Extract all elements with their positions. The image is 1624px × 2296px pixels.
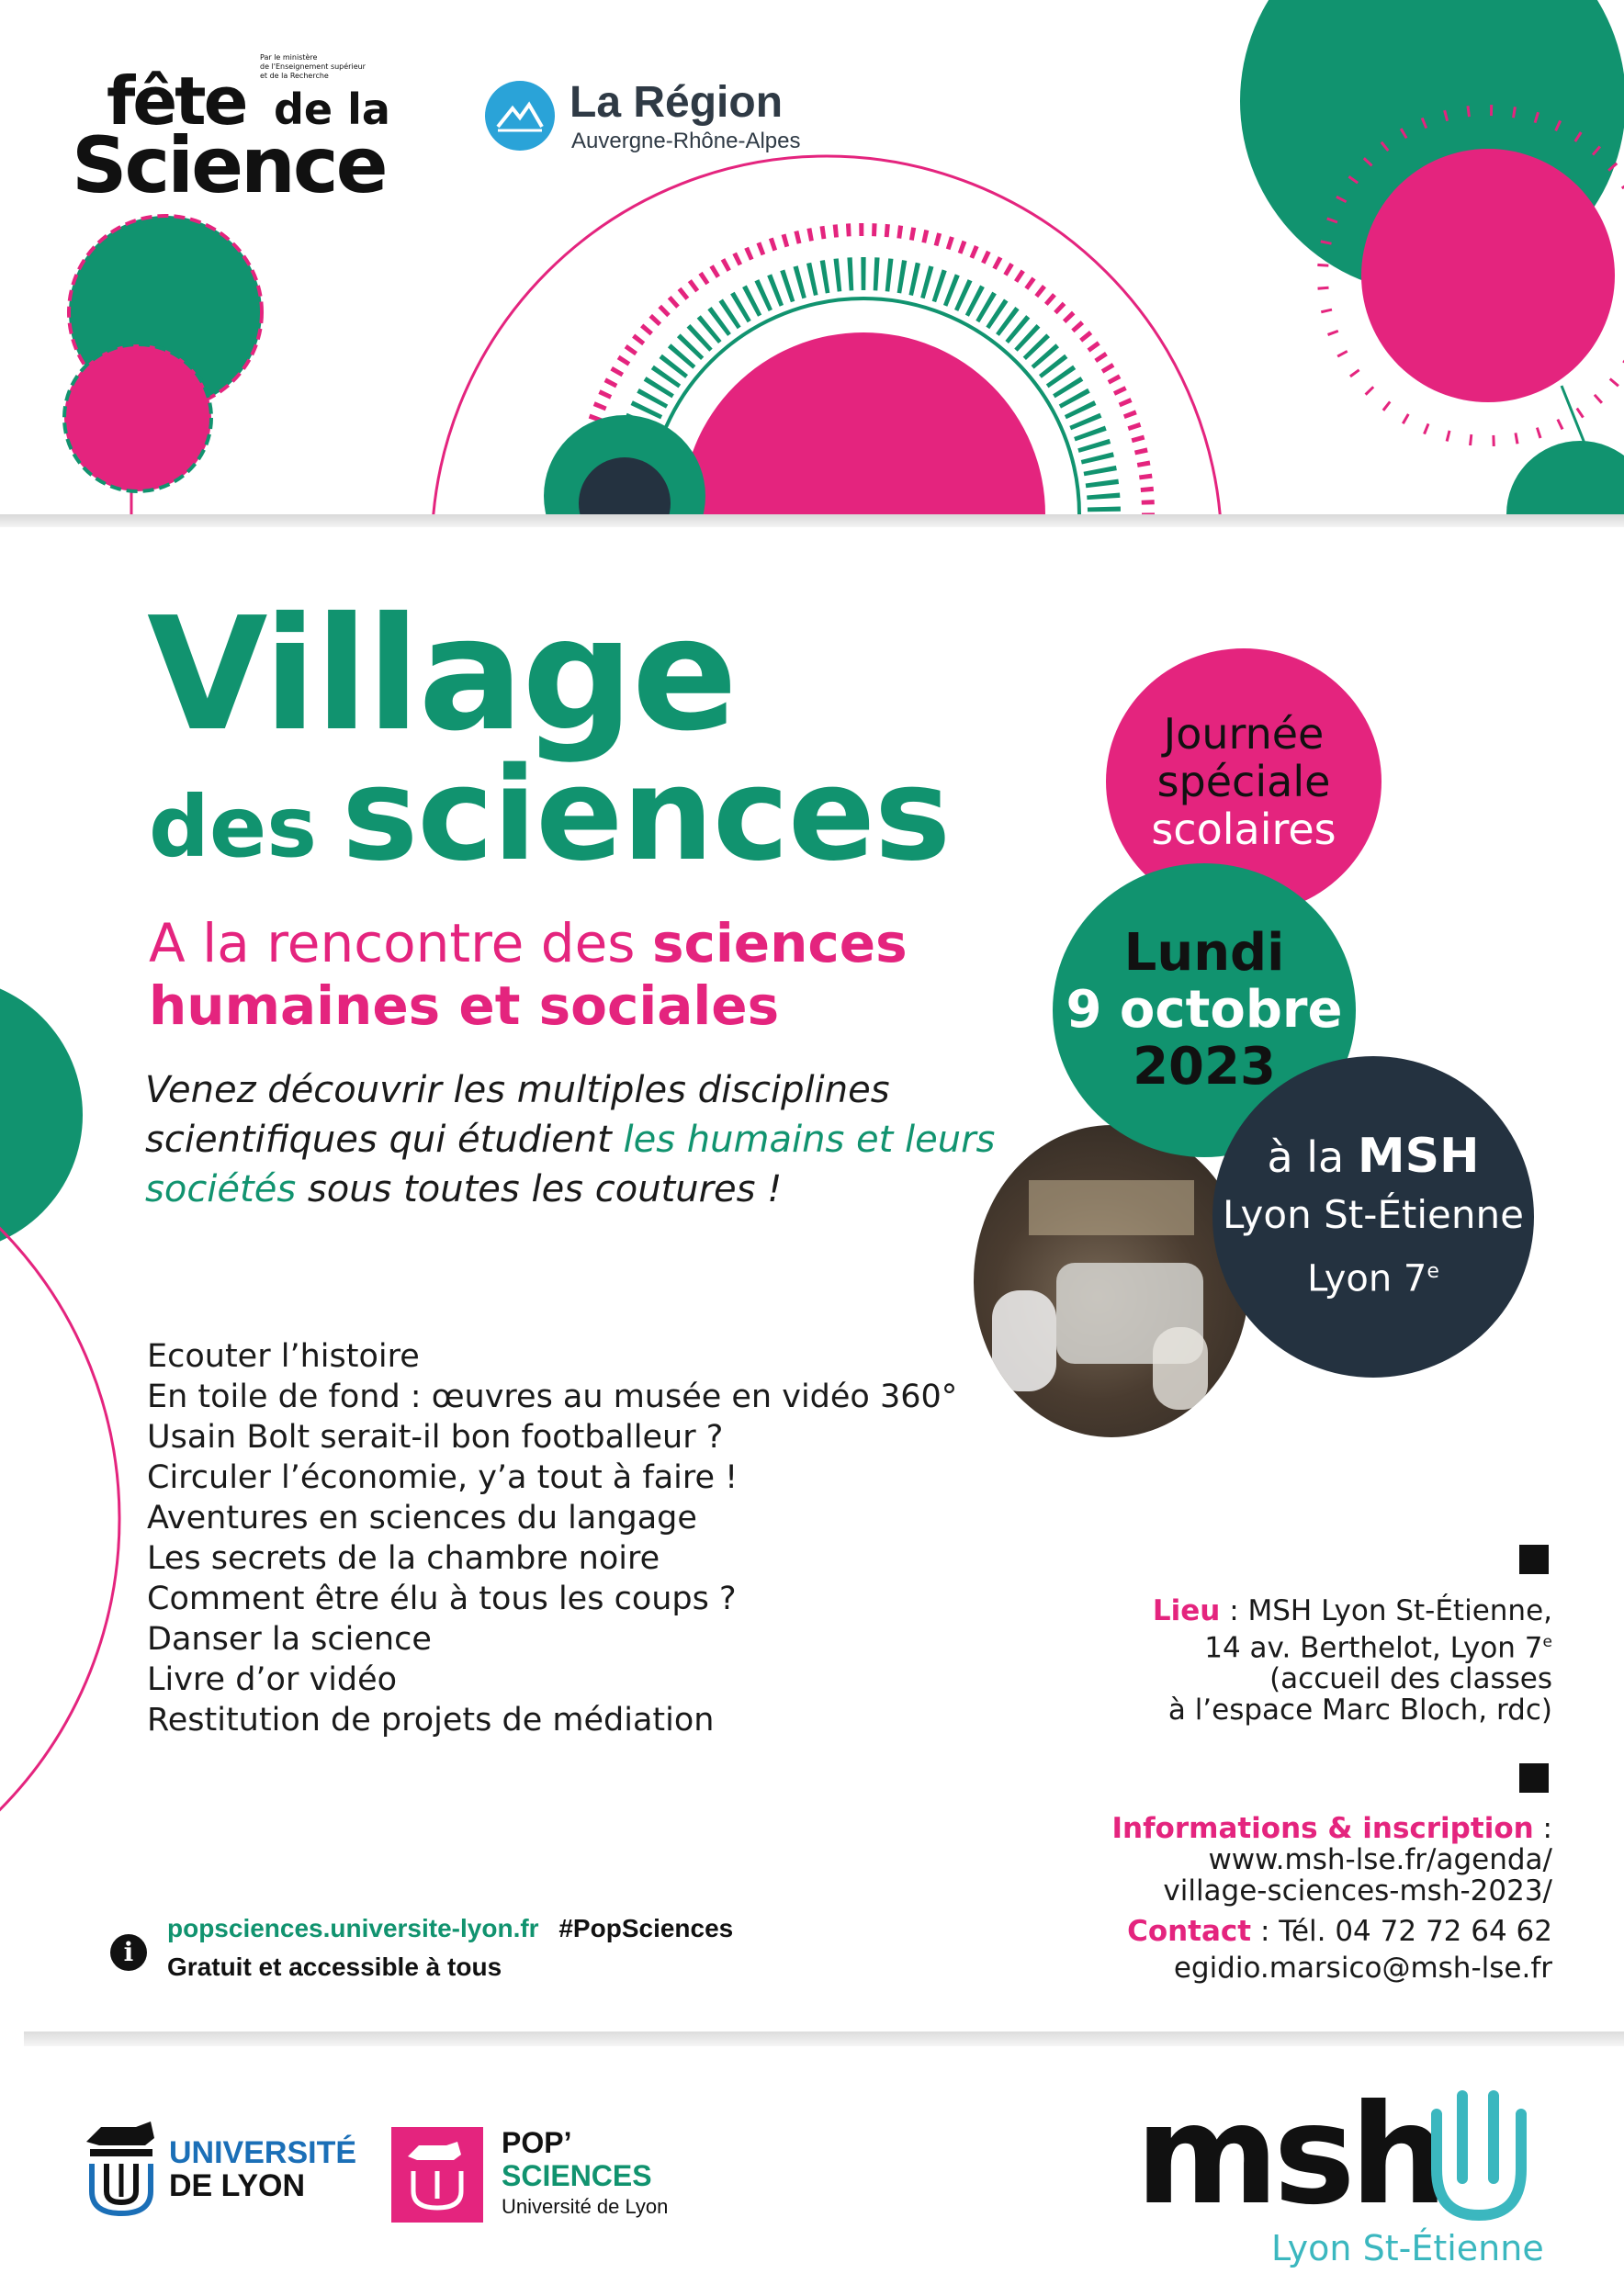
intro-line1: Venez découvrir les multiples disciplines [145,1069,890,1111]
place-msh: MSH [1357,1128,1480,1184]
lieu-line1 [1153,1595,1552,1626]
popsciences-badge [391,2127,483,2223]
list-item: Danser la science [147,1621,432,1658]
list-item: Comment être élu à tous les coups ? [147,1581,737,1617]
lieu-line3: (accueil des classes [1269,1662,1552,1696]
bubble-place [1212,1056,1534,1378]
msh-logo [1135,2077,1558,2270]
pop-line3: Université de Lyon [502,2195,669,2218]
subtitle-line1 [149,914,908,974]
info-icon: i [110,1934,147,1971]
place-line3 [1307,1244,1439,1307]
intro-line2 [145,1115,995,1165]
subtitle-line2: humaines et sociales [149,974,780,1037]
list-item: Les secrets de la chambre noire [147,1540,660,1577]
pink-big-circle [1361,149,1615,402]
fete-flowers [64,216,262,514]
msh-word: msh [1135,2076,1443,2235]
classroom-photo [974,1125,1249,1437]
inscription-url[interactable]: village-sciences-msh-2023/ [1163,1874,1552,1908]
subtitle-text: A la rencontre des [149,912,652,974]
de-la-word: de la [274,84,390,134]
fete-science-logo [72,48,421,210]
region-mountain-icon [485,81,555,151]
intro-green: sociétés [145,1168,297,1210]
popsciences-line [167,1914,733,1943]
science-word: Science [72,120,386,210]
footer-divider [24,2032,1624,2046]
date-month: 9 octobre [1066,980,1343,1040]
contact-line [1111,1916,1552,1947]
lieu-text: : MSH Lyon St-Étienne, [1220,1594,1552,1627]
list-item: Usain Bolt serait-il bon footballeur ? [147,1419,724,1456]
place-line1 [1267,1127,1479,1187]
inscription-colon: : [1533,1812,1552,1845]
lieu-text: 14 av. Berthelot, Lyon 7 [1204,1631,1543,1665]
inscription-url[interactable]: www.msh-lse.fr/agenda/ [1208,1843,1552,1876]
place-city: Lyon 7 [1307,1257,1427,1300]
title-sciences: sciences [342,740,951,890]
free-access-text: Gratuit et accessible à tous [167,1953,502,1981]
udl-line2: DE LYON [169,2168,306,2203]
list-item: Restitution de projets de médiation [147,1702,715,1739]
intro-line3 [145,1165,782,1214]
universite-lyon-logo [81,2118,357,2219]
green-corner-circle [1506,441,1624,514]
lion-icon [81,2118,160,2219]
pink-sun [682,332,1045,514]
inscription-line [1111,1813,1552,1844]
popsciences-url[interactable]: popsciences.universite-lyon.fr [167,1914,539,1942]
list-item: En toile de fond : œuvres au musée en vidéo 360° [147,1379,958,1415]
contact-email[interactable]: egidio.marsico@msh-lse.fr [1173,1952,1552,1985]
journee-line: spéciale [1156,757,1331,806]
lieu-line4: à l’espace Marc Bloch, rdc) [1167,1694,1552,1728]
header [0,0,1624,514]
activity-list [147,1336,957,1740]
green-left-circle [0,977,83,1253]
list-item: Ecouter l’histoire [147,1338,420,1375]
place-prefix: à la [1267,1131,1358,1182]
title-village: Village [147,584,737,766]
lion-icon [404,2140,470,2212]
lieu-block [1153,1595,1552,1726]
place-line2: Lyon St-Étienne [1223,1191,1524,1237]
ministry-line: de l'Enseignement supérieur [260,62,366,71]
lieu-label: Lieu [1152,1594,1221,1627]
inscription-label: Informations & inscription [1111,1812,1534,1845]
intro-green: les humains et leurs [623,1119,996,1161]
inscription-block [1111,1813,1552,1984]
ministry-line: Par le ministère [260,53,318,62]
list-item: Circuler l’économie, y’a tout à faire ! [147,1459,739,1496]
header-divider [0,514,1624,527]
udl-line1: UNIVERSITÉ [169,2135,357,2170]
ministry-line: et de la Recherche [260,72,329,80]
contact-tel: : Tél. 04 72 72 64 62 [1251,1915,1552,1948]
list-item: Livre d’or vidéo [147,1661,398,1698]
date-year: 2023 [1133,1037,1276,1097]
contact-label: Contact [1127,1915,1252,1948]
popsciences-hashtag: #PopSciences [558,1914,734,1942]
pop-line2: SCIENCES [502,2159,652,2192]
intro-text: sous toutes les coutures ! [296,1168,783,1210]
list-item: Aventures en sciences du langage [147,1500,697,1536]
region-logo [485,77,834,160]
place-sup: e [1427,1259,1439,1283]
hand-icon [1420,2077,1539,2224]
date-day: Lundi [1123,923,1285,983]
journee-line: Journée [1163,709,1325,759]
square-bullet [1519,1763,1549,1793]
msh-sub: Lyon St-Étienne [1271,2228,1544,2268]
subtitle-bold: sciences [651,912,908,974]
pop-line1: POP’ [502,2126,572,2159]
journee-line: scolaires [1151,805,1336,854]
square-bullet [1519,1545,1549,1574]
lieu-sup: e [1542,1633,1552,1651]
intro-text: scientifiques qui étudient [145,1119,624,1161]
region-name: La Région [570,78,784,127]
title-des: des [149,778,318,876]
lieu-line2 [1153,1626,1552,1663]
popsciences-logo [391,2127,704,2228]
region-sub: Auvergne-Rhône-Alpes [571,129,801,153]
fete-word: fête [107,62,246,140]
